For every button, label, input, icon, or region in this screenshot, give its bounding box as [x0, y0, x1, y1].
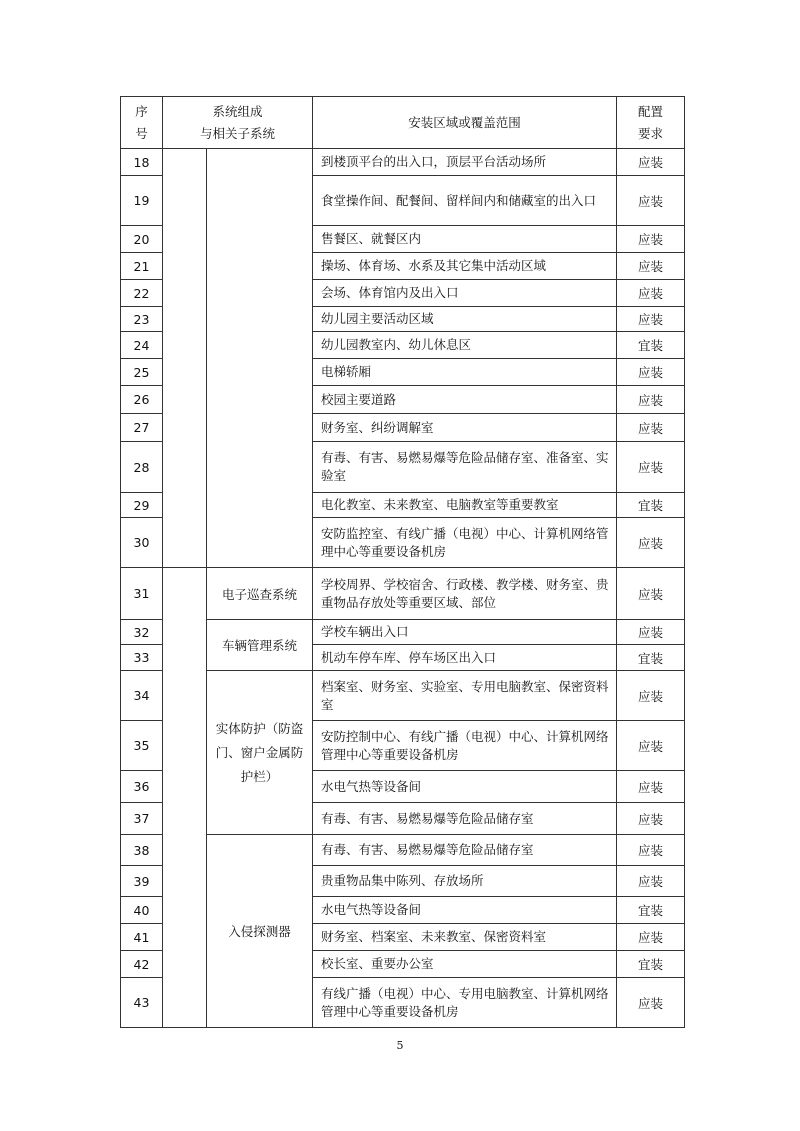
row-requirement: 应装: [617, 253, 685, 280]
row-requirement: 应装: [617, 978, 685, 1028]
row-requirement: 应装: [617, 442, 685, 493]
row-area: 贵重物品集中陈列、存放场所: [313, 866, 617, 897]
row-number: 43: [121, 978, 163, 1028]
system-patrol: 电子巡查系统: [207, 568, 313, 620]
row-number: 36: [121, 771, 163, 803]
table-header-row: [121, 97, 685, 149]
requirements-table: [120, 96, 685, 1028]
row-area: 到楼顶平台的出入口，顶层平台活动场所: [313, 149, 617, 176]
row-area: 学校车辆出入口: [313, 620, 617, 645]
row-number: 33: [121, 645, 163, 671]
row-requirement: 应装: [617, 568, 685, 620]
row-number: 23: [121, 307, 163, 332]
row-requirement: 应装: [617, 721, 685, 771]
row-requirement: 应装: [617, 359, 685, 386]
row-number: 27: [121, 414, 163, 442]
row-requirement: 应装: [617, 518, 685, 568]
row-requirement: 应装: [617, 307, 685, 332]
system-physical: 实体防护（防盗门、窗户金属防护栏）: [207, 671, 313, 835]
row-requirement: 应装: [617, 176, 685, 226]
row-number: 26: [121, 386, 163, 414]
row-area: 校长室、重要办公室: [313, 951, 617, 978]
row-area: 财务室、档案室、未来教室、保密资料室: [313, 924, 617, 951]
row-number: 40: [121, 897, 163, 924]
row-requirement: 宜装: [617, 897, 685, 924]
row-requirement: 宜装: [617, 951, 685, 978]
row-area: 操场、体育场、水系及其它集中活动区域: [313, 253, 617, 280]
row-requirement: 应装: [617, 149, 685, 176]
table-row: [121, 149, 685, 176]
row-requirement: 应装: [617, 386, 685, 414]
row-area: 有毒、有害、易燃易爆等危险品储存室: [313, 803, 617, 835]
row-number: 25: [121, 359, 163, 386]
row-number: 28: [121, 442, 163, 493]
table-row: [121, 568, 685, 620]
system-group-empty: [163, 568, 207, 1028]
row-requirement: 应装: [617, 671, 685, 721]
header-requirement: 配置 要求: [617, 97, 685, 149]
header-system: 系统组成 与相关子系统: [163, 97, 313, 149]
row-area: 财务室、纠纷调解室: [313, 414, 617, 442]
row-number: 24: [121, 332, 163, 359]
row-requirement: 应装: [617, 835, 685, 866]
row-area: 食堂操作间、配餐间、留样间内和储藏室的出入口: [313, 176, 617, 226]
system-intrusion: 入侵探测器: [207, 835, 313, 1028]
row-area: 档案室、财务室、实验室、专用电脑教室、保密资料室: [313, 671, 617, 721]
system-group-empty: [163, 149, 207, 568]
row-number: 29: [121, 493, 163, 518]
row-area: 水电气热等设备间: [313, 771, 617, 803]
row-number: 31: [121, 568, 163, 620]
row-requirement: 宜装: [617, 645, 685, 671]
row-number: 38: [121, 835, 163, 866]
row-requirement: 应装: [617, 924, 685, 951]
row-number: 34: [121, 671, 163, 721]
row-area: 安防监控室、有线广播（电视）中心、计算机网络管理中心等重要设备机房: [313, 518, 617, 568]
header-seq: 序 号: [121, 97, 163, 149]
row-area: 幼儿园主要活动区域: [313, 307, 617, 332]
row-number: 35: [121, 721, 163, 771]
system-vehicle: 车辆管理系统: [207, 620, 313, 671]
row-number: 39: [121, 866, 163, 897]
row-area: 安防控制中心、有线广播（电视）中心、计算机网络管理中心等重要设备机房: [313, 721, 617, 771]
row-area: 机动车停车库、停车场区出入口: [313, 645, 617, 671]
page-number: 5: [396, 1039, 404, 1052]
row-area: 学校周界、学校宿舍、行政楼、教学楼、财务室、贵重物品存放处等重要区域、部位: [313, 568, 617, 620]
row-requirement: 应装: [617, 280, 685, 307]
row-area: 电梯轿厢: [313, 359, 617, 386]
row-requirement: 应装: [617, 803, 685, 835]
row-requirement: 应装: [617, 620, 685, 645]
row-requirement: 应装: [617, 866, 685, 897]
row-area: 有线广播（电视）中心、专用电脑教室、计算机网络管理中心等重要设备机房: [313, 978, 617, 1028]
row-number: 20: [121, 226, 163, 253]
row-number: 41: [121, 924, 163, 951]
row-area: 会场、体育馆内及出入口: [313, 280, 617, 307]
row-number: 19: [121, 176, 163, 226]
row-requirement: 应装: [617, 414, 685, 442]
row-requirement: 应装: [617, 226, 685, 253]
row-number: 42: [121, 951, 163, 978]
row-area: 有毒、有害、易燃易爆等危险品储存室、准备室、实验室: [313, 442, 617, 493]
row-number: 37: [121, 803, 163, 835]
row-area: 电化教室、未来教室、电脑教室等重要教室: [313, 493, 617, 518]
row-number: 18: [121, 149, 163, 176]
row-number: 32: [121, 620, 163, 645]
row-requirement: 应装: [617, 771, 685, 803]
row-area: 校园主要道路: [313, 386, 617, 414]
row-area: 幼儿园教室内、幼儿休息区: [313, 332, 617, 359]
row-area: 水电气热等设备间: [313, 897, 617, 924]
row-requirement: 宜装: [617, 332, 685, 359]
subsystem-empty: [207, 149, 313, 568]
row-number: 21: [121, 253, 163, 280]
row-requirement: 宜装: [617, 493, 685, 518]
row-area: 售餐区、就餐区内: [313, 226, 617, 253]
header-area: 安装区域或覆盖范围: [313, 97, 617, 149]
row-number: 30: [121, 518, 163, 568]
row-area: 有毒、有害、易燃易爆等危险品储存室: [313, 835, 617, 866]
row-number: 22: [121, 280, 163, 307]
